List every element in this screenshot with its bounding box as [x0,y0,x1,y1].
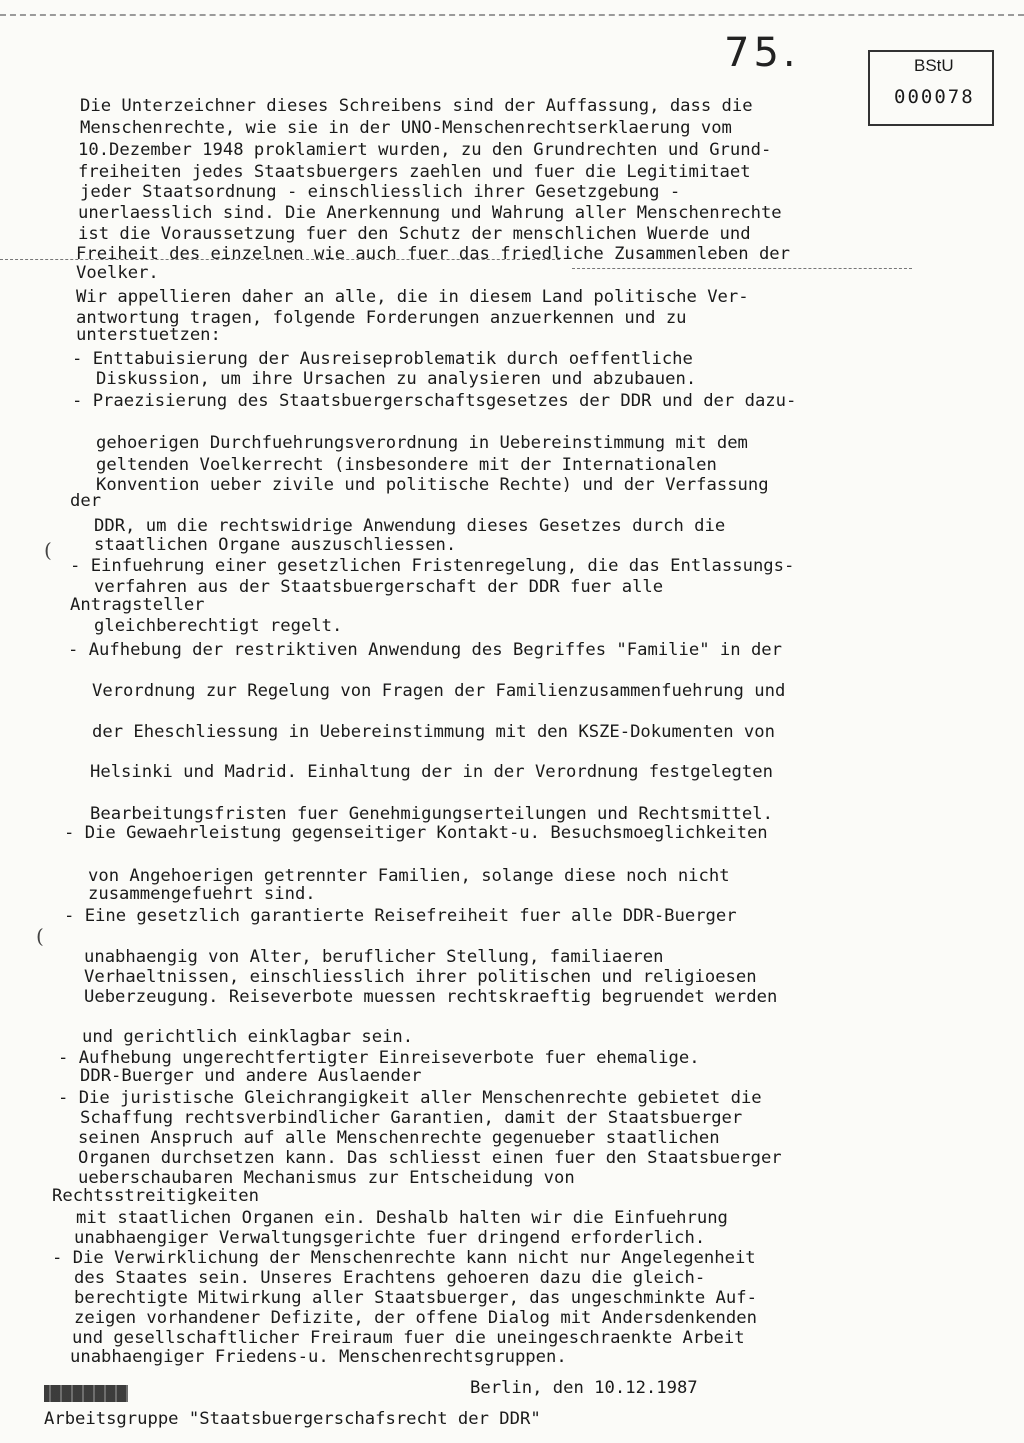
text-line: mit staatlichen Organen ein. Deshalb halten wir die Einfuehrung [76,1208,728,1228]
text-line: berechtigte Mitwirkung aller Staatsbuerger, das ungeschminkte Auf- [74,1288,757,1308]
text-line: freiheiten jedes Staatsbuergers zaehlen und fuer die Legitimitaet [78,162,751,182]
margin-mark: ( [36,924,44,948]
bullet-line: - Die juristische Gleichrangigkeit aller Menschenrechte gebietet die [58,1088,762,1108]
text-line: Menschenrechte, wie sie in der UNO-Menschenrechtserklaerung vom [80,118,732,138]
text-line: seinen Anspruch auf alle Menschenrechte gegenueber staatlichen [78,1128,720,1148]
text-line: antwortung tragen, folgende Forderungen anzuerkennen und zu [76,308,687,328]
text-line: Konvention ueber zivile und politische Rechte) und der Verfassung [96,475,769,495]
text-line: Ueberzeugung. Reiseverbote muessen rechtskraeftig begruendet werden [84,987,778,1007]
bullet-line: - Aufhebung der restriktiven Anwendung des Begriffes "Familie" in der [68,640,782,660]
bullet-line: - Die Verwirklichung der Menschenrechte kann nicht nur Angelegenheit [52,1248,756,1268]
text-line: zusammengefuehrt sind. [88,884,316,904]
typing-guide-line [572,268,912,269]
text-line: Helsinki und Madrid. Einhaltung der in der Verordnung festgelegten [90,762,773,782]
bullet-line: - Praezisierung des Staatsbuergerschaftsgesetzes der DDR und der dazu- [72,391,797,411]
redaction-blot [44,1385,128,1402]
text-line: Freiheit des einzelnen wie auch fuer das friedliche Zusammenleben der [76,244,790,264]
text-line: und gerichtlich einklagbar sein. [82,1027,414,1047]
bullet-line: - Aufhebung ungerechtfertigter Einreiseverbote fuer ehemalige. [58,1048,700,1068]
text-line: gleichberechtigt regelt. [94,616,343,636]
bullet-line: - Die Gewaehrleistung gegenseitiger Kontakt-u. Besuchsmoeglichkeiten [64,823,768,843]
text-line: der [70,491,102,511]
text-line: verfahren aus der Staatsbuergerschaft der DDR fuer alle [94,577,664,597]
text-line: Voelker. [76,263,159,283]
place-date: Berlin, den 10.12.1987 [470,1378,698,1398]
text-line: Bearbeitungsfristen fuer Genehmigungserteilungen und Rechtsmittel. [90,804,773,824]
text-line: Organen durchsetzen kann. Das schliesst einen fuer den Staatsbuerger [78,1148,782,1168]
handwritten-page-number: 75. [724,30,800,76]
bullet-line: - Eine gesetzlich garantierte Reisefreiheit fuer alle DDR-Buerger [64,906,737,926]
text-line: Verordnung zur Regelung von Fragen der Familienzusammenfuehrung und [92,681,786,701]
text-line: ueberschaubaren Mechanismus zur Entscheidung von [78,1168,575,1188]
margin-mark: ( [44,538,52,562]
text-line: Antragsteller [70,595,205,615]
text-line: Verhaeltnissen, einschliesslich ihrer politischen und religioesen [84,967,757,987]
text-line: Schaffung rechtsverbindlicher Garantien, damit der Staatsbuerger [80,1108,743,1128]
text-line: Wir appellieren daher an alle, die in diesem Land politische Ver- [76,287,749,307]
text-line: staatlichen Organe auszuschliessen. [94,535,457,555]
text-line: unterstuetzen: [76,325,221,345]
signature-line: Arbeitsgruppe "Staatsbuergerschafsrecht der DDR" [44,1409,541,1429]
text-line: von Angehoerigen getrennter Familien, solange diese noch nicht [88,866,730,886]
text-line: unabhaengiger Verwaltungsgerichte fuer dringend erforderlich. [74,1228,706,1248]
archive-stamp [868,50,994,126]
text-line: jeder Staatsordnung - einschliesslich ihrer Gesetzgebung - [80,182,681,202]
text-line: geltenden Voelkerrecht (insbesondere mit der Internationalen [96,455,717,475]
bullet-line: - Enttabuisierung der Ausreiseproblematik durch oeffentliche [72,349,693,369]
text-line: gehoerigen Durchfuehrungsverordnung in Uebereinstimmung mit dem [96,433,748,453]
text-line: Diskussion, um ihre Ursachen zu analysieren und abzubauen. [96,369,697,389]
text-line: zeigen vorhandener Defizite, der offene Dialog mit Andersdenkenden [74,1308,757,1328]
text-line: Rechtsstreitigkeiten [52,1186,259,1206]
text-line: DDR-Buerger und andere Auslaender [80,1066,422,1086]
stamp-number: 000078 [894,86,975,108]
text-line: unabhaengig von Alter, beruflicher Stellung, familiaeren [84,947,664,967]
text-line: 10.Dezember 1948 proklamiert wurden, zu den Grundrechten und Grund- [78,140,772,160]
stamp-label: BStU [914,56,954,75]
text-line: Die Unterzeichner dieses Schreibens sind der Auffassung, dass die [80,96,753,116]
text-line: der Eheschliessung in Uebereinstimmung mit den KSZE-Dokumenten von [92,722,775,742]
text-line: unerlaesslich sind. Die Anerkennung und Wahrung aller Menschenrechte [78,203,782,223]
text-line: unabhaengiger Friedens-u. Menschenrechtsgruppen. [70,1347,567,1367]
scan-edge-line [0,14,1024,16]
bullet-line: - Einfuehrung einer gesetzlichen Fristenregelung, die das Entlassungs- [70,556,795,576]
text-line: ist die Voraussetzung fuer den Schutz der menschlichen Wuerde und [78,224,751,244]
text-line: DDR, um die rechtswidrige Anwendung dieses Gesetzes durch die [94,516,726,536]
text-line: des Staates sein. Unseres Erachtens gehoeren dazu die gleich- [74,1268,706,1288]
text-line: und gesellschaftlicher Freiraum fuer die uneingeschraenkte Arbeit [72,1328,745,1348]
